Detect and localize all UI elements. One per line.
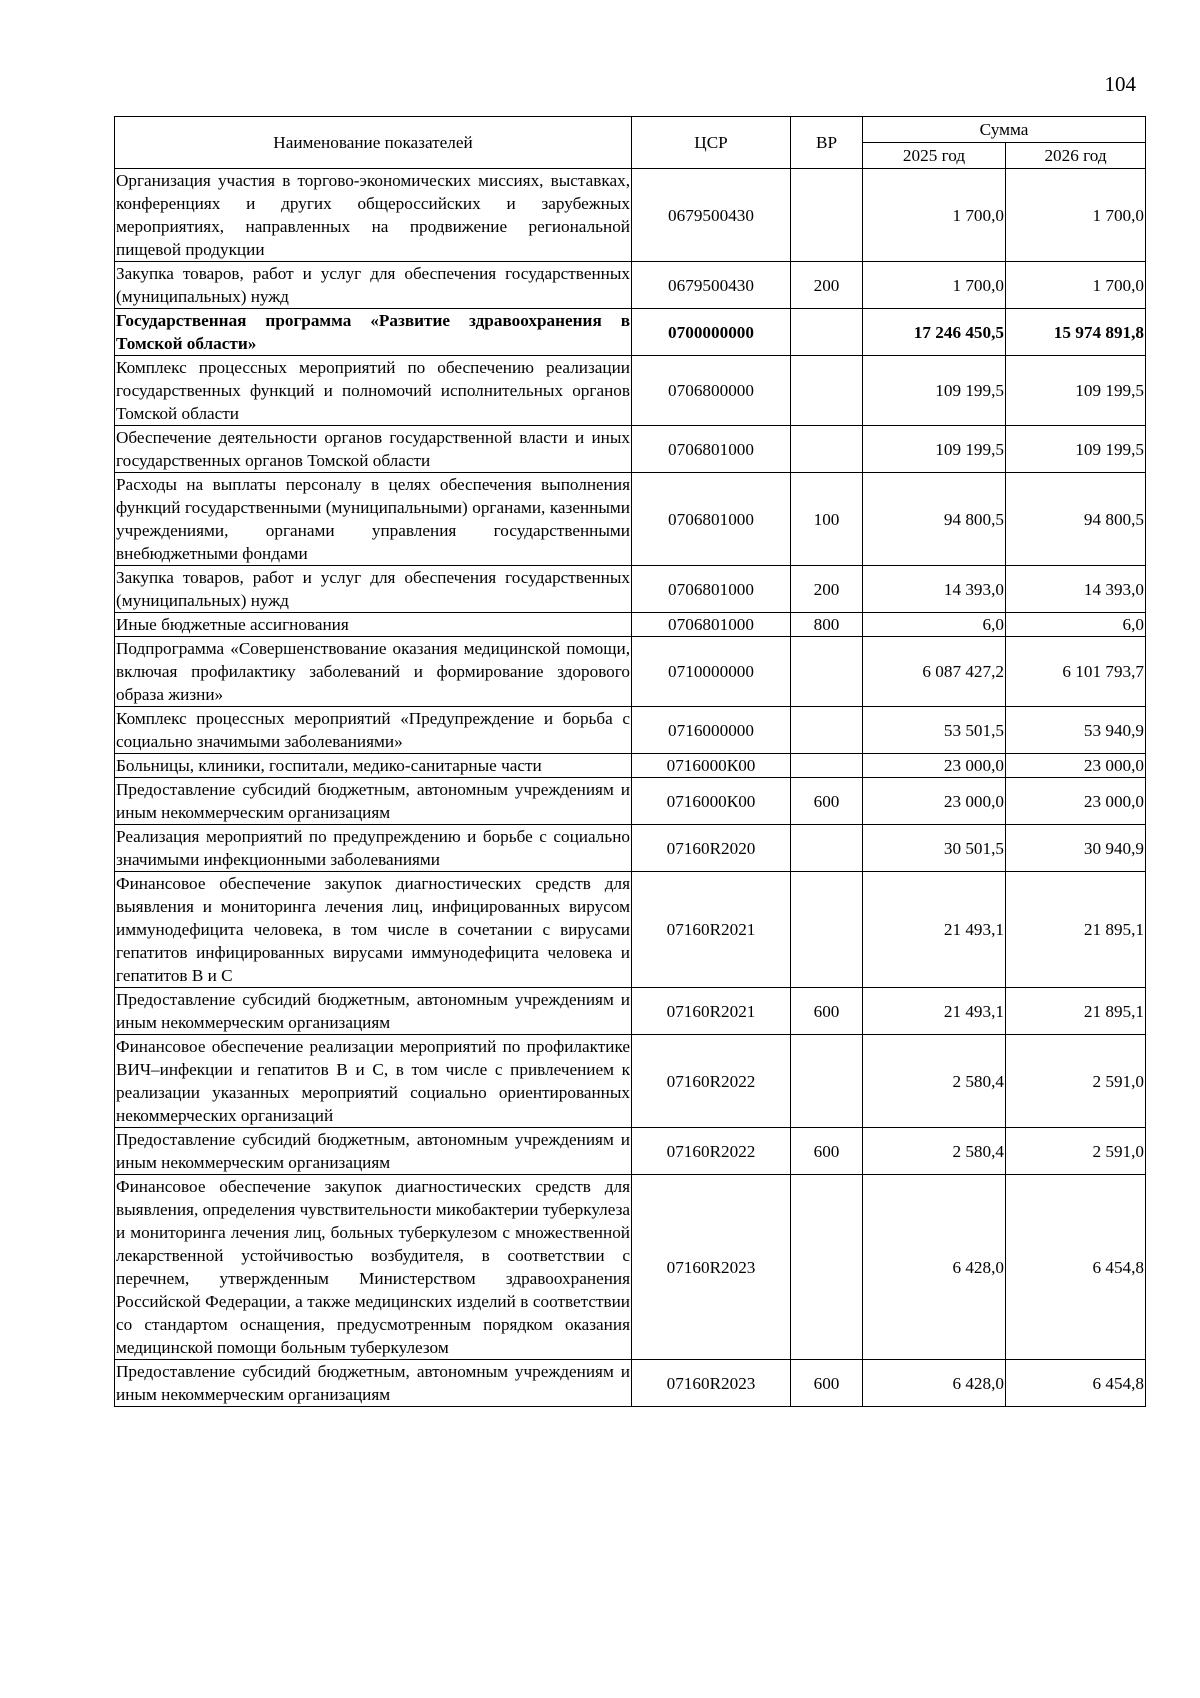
row-sum-2025: 2 580,4 [863,1128,1006,1175]
row-sum-2025: 6 428,0 [863,1175,1006,1360]
row-name: Предоставление субсидий бюджетным, автономным учреждениям и иным некоммерческим организациям [115,778,632,825]
table-row [115,778,1146,825]
row-name: Расходы на выплаты персоналу в целях обеспечения выполнения функций государственными (муниципальными) органами, казенными учреждениями, органами управления государственными внебюджетными фондами [115,473,632,566]
row-vr-code [791,754,863,778]
row-csr-code: 07160R2022 [632,1128,791,1175]
row-name: Финансовое обеспечение реализации мероприятий по профилактике ВИЧ–инфекции и гепатитов В и С, в том числе с привлечением к реализации указанных мероприятий социально ориентированных некоммерческих организаций [115,1035,632,1128]
row-sum-2026: 2 591,0 [1006,1128,1146,1175]
row-sum-2026: 2 591,0 [1006,1035,1146,1128]
row-csr-code: 0716000К00 [632,754,791,778]
row-name: Комплекс процессных мероприятий «Предупреждение и борьба с социально значимыми заболеваниями» [115,707,632,754]
row-sum-2026: 21 895,1 [1006,988,1146,1035]
row-csr-code: 0706800000 [632,356,791,426]
row-vr-code [791,1035,863,1128]
row-vr-code [791,356,863,426]
row-csr-code: 0716000К00 [632,778,791,825]
row-vr-code: 200 [791,566,863,613]
table-row [115,309,1146,356]
row-name: Организация участия в торгово-экономических миссиях, выставках, конференциях и других общероссийских и зарубежных мероприятиях, направленных на продвижение региональной пищевой продукции [115,169,632,262]
row-sum-2026: 15 974 891,8 [1006,309,1146,356]
row-sum-2026: 94 800,5 [1006,473,1146,566]
table-row [115,1175,1146,1360]
row-sum-2025: 53 501,5 [863,707,1006,754]
table-row [115,988,1146,1035]
row-vr-code [791,309,863,356]
row-csr-code: 0710000000 [632,637,791,707]
row-sum-2025: 21 493,1 [863,872,1006,988]
header-sum: Сумма [863,117,1146,143]
row-csr-code: 0706801000 [632,566,791,613]
row-vr-code: 600 [791,1128,863,1175]
table-row [115,872,1146,988]
row-vr-code [791,707,863,754]
row-name: Иные бюджетные ассигнования [115,613,632,637]
row-sum-2026: 14 393,0 [1006,566,1146,613]
row-sum-2025: 109 199,5 [863,426,1006,473]
row-sum-2025: 6 087 427,2 [863,637,1006,707]
row-name: Государственная программа «Развитие здравоохранения в Томской области» [115,309,632,356]
row-sum-2026: 1 700,0 [1006,262,1146,309]
row-sum-2025: 6 428,0 [863,1360,1006,1407]
row-vr-code [791,825,863,872]
row-sum-2026: 6,0 [1006,613,1146,637]
row-vr-code [791,426,863,473]
row-sum-2025: 21 493,1 [863,988,1006,1035]
row-name: Закупка товаров, работ и услуг для обеспечения государственных (муниципальных) нужд [115,566,632,613]
row-name: Больницы, клиники, госпитали, медико-санитарные части [115,754,632,778]
row-name: Предоставление субсидий бюджетным, автономным учреждениям и иным некоммерческим организациям [115,1360,632,1407]
budget-table [114,116,1146,1407]
table-row [115,169,1146,262]
row-name: Подпрограмма «Совершенствование оказания медицинской помощи, включая профилактику заболеваний и формирование здорового образа жизни» [115,637,632,707]
row-name: Финансовое обеспечение закупок диагностических средств для выявления, определения чувствительности микобактерии туберкулеза и мониторинга лечения лиц, больных туберкулезом с множественной лекарственной устойчивостью возбудителя, в соответствии с перечнем, утвержденным Министерством здравоохранения Российской Федерации, а также медицинских изделий в соответствии со стандартом оснащения, предусмотренным порядком оказания медицинской помощи больным туберкулезом [115,1175,632,1360]
row-csr-code: 07160R2023 [632,1360,791,1407]
row-sum-2026: 23 000,0 [1006,754,1146,778]
row-name: Обеспечение деятельности органов государственной власти и иных государственных органов Томской области [115,426,632,473]
row-sum-2025: 30 501,5 [863,825,1006,872]
row-csr-code: 0706801000 [632,473,791,566]
table-row [115,473,1146,566]
table-row [115,1035,1146,1128]
row-vr-code [791,637,863,707]
row-sum-2026: 53 940,9 [1006,707,1146,754]
table-row [115,1360,1146,1407]
table-row [115,1128,1146,1175]
row-vr-code: 200 [791,262,863,309]
row-vr-code: 800 [791,613,863,637]
row-csr-code: 07160R2021 [632,872,791,988]
table-row [115,637,1146,707]
row-name: Закупка товаров, работ и услуг для обеспечения государственных (муниципальных) нужд [115,262,632,309]
row-csr-code: 0706801000 [632,613,791,637]
row-name: Финансовое обеспечение закупок диагностических средств для выявления и мониторинга лечения лиц, инфицированных вирусом иммунодефицита человека, в том числе в сочетании с вирусами гепатитов инфицированных вирусами иммунодефицита человека и гепатитов В и С [115,872,632,988]
row-vr-code: 100 [791,473,863,566]
row-sum-2025: 1 700,0 [863,169,1006,262]
row-csr-code: 07160R2022 [632,1035,791,1128]
table-row [115,707,1146,754]
row-csr-code: 0706801000 [632,426,791,473]
row-sum-2026: 1 700,0 [1006,169,1146,262]
page-number: 104 [1104,72,1136,96]
row-sum-2025: 14 393,0 [863,566,1006,613]
row-sum-2025: 94 800,5 [863,473,1006,566]
row-vr-code [791,872,863,988]
row-sum-2026: 30 940,9 [1006,825,1146,872]
header-name: Наименование показателей [115,117,632,169]
row-sum-2025: 2 580,4 [863,1035,1006,1128]
row-vr-code: 600 [791,988,863,1035]
row-name: Предоставление субсидий бюджетным, автономным учреждениям и иным некоммерческим организациям [115,1128,632,1175]
row-sum-2026: 6 454,8 [1006,1175,1146,1360]
row-name: Предоставление субсидий бюджетным, автономным учреждениям и иным некоммерческим организациям [115,988,632,1035]
row-sum-2025: 17 246 450,5 [863,309,1006,356]
header-year-2026: 2026 год [1006,143,1146,169]
row-csr-code: 0700000000 [632,309,791,356]
table-row [115,613,1146,637]
row-name: Комплекс процессных мероприятий по обеспечению реализации государственных функций и полномочий исполнительных органов Томской области [115,356,632,426]
table-row [115,262,1146,309]
row-sum-2026: 109 199,5 [1006,426,1146,473]
row-sum-2026: 23 000,0 [1006,778,1146,825]
row-sum-2026: 6 101 793,7 [1006,637,1146,707]
row-sum-2026: 21 895,1 [1006,872,1146,988]
header-year-2025: 2025 год [863,143,1006,169]
row-vr-code [791,1175,863,1360]
row-sum-2025: 6,0 [863,613,1006,637]
row-vr-code: 600 [791,778,863,825]
table-row [115,754,1146,778]
row-csr-code: 0679500430 [632,169,791,262]
table-header [115,117,1146,169]
row-sum-2025: 23 000,0 [863,778,1006,825]
table-row [115,356,1146,426]
row-csr-code: 0716000000 [632,707,791,754]
row-vr-code [791,169,863,262]
row-vr-code: 600 [791,1360,863,1407]
row-sum-2025: 109 199,5 [863,356,1006,426]
row-csr-code: 07160R2021 [632,988,791,1035]
row-csr-code: 07160R2023 [632,1175,791,1360]
row-sum-2025: 23 000,0 [863,754,1006,778]
header-vr: ВР [791,117,863,169]
row-sum-2026: 109 199,5 [1006,356,1146,426]
table-row [115,426,1146,473]
header-csr: ЦСР [632,117,791,169]
table-row [115,825,1146,872]
row-csr-code: 07160R2020 [632,825,791,872]
row-name: Реализация мероприятий по предупреждению и борьбе с социально значимыми инфекционными заболеваниями [115,825,632,872]
row-csr-code: 0679500430 [632,262,791,309]
row-sum-2026: 6 454,8 [1006,1360,1146,1407]
table-row [115,566,1146,613]
table-body [115,169,1146,1407]
row-sum-2025: 1 700,0 [863,262,1006,309]
